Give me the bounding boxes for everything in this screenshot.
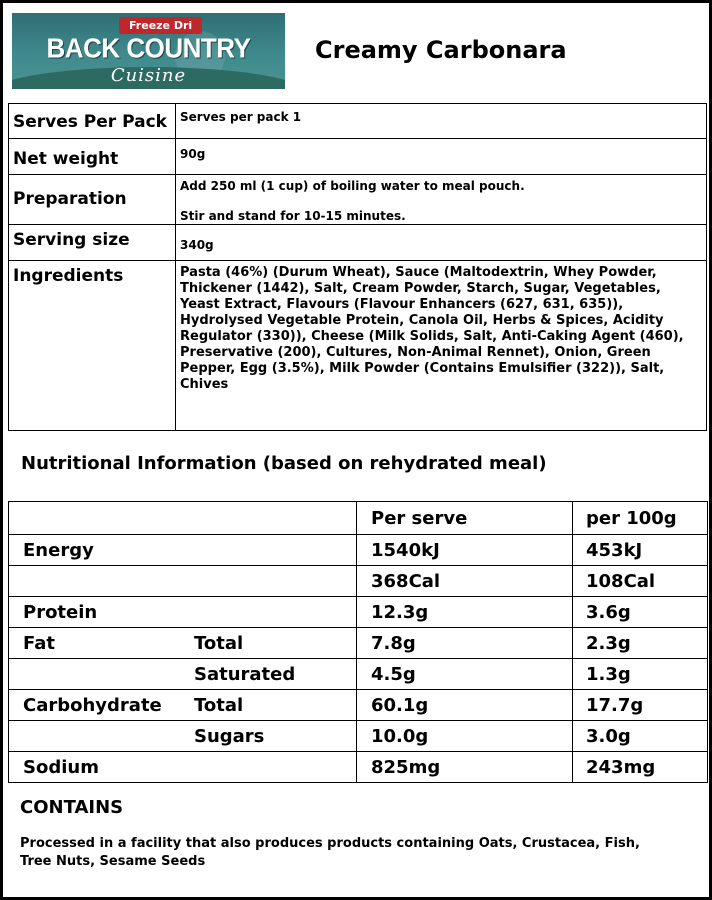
nutrient-label [9, 721, 187, 752]
nutrient-sub-label [186, 535, 357, 566]
info-row-preparation [9, 175, 707, 225]
info-row-ingredients [9, 261, 707, 431]
per-100g-header: per 100g [573, 502, 708, 535]
per-100g-value: 453kJ [573, 535, 708, 566]
serves-value: Serves per pack 1 [176, 104, 707, 139]
nutrient-sub-label [186, 597, 357, 628]
table-row [9, 690, 708, 721]
per-serve-value: 4.5g [357, 659, 573, 690]
ingredients-label: Ingredients [9, 261, 176, 431]
allergen-statement: Processed in a facility that also produces products containing Oats, Crustacea, Fish, Tree Nuts, Sesame Seeds [20, 836, 640, 869]
nutrient-sub-label: Sugars [186, 721, 357, 752]
serves-label: Serves Per Pack [9, 104, 176, 139]
table-row [9, 752, 708, 783]
contains-heading: CONTAINS [20, 797, 124, 818]
serving-size-value: 340g [176, 225, 707, 261]
net-weight-value: 90g [176, 139, 707, 175]
per-serve-header: Per serve [357, 502, 573, 535]
brand-logo [12, 13, 285, 89]
nutrient-sub-label [186, 752, 357, 783]
per-100g-value: 3.6g [573, 597, 708, 628]
logo-cuisine-text: Cuisine [110, 65, 187, 86]
table-row [9, 535, 708, 566]
per-100g-value: 243mg [573, 752, 708, 783]
nutrient-sub-label: Total [186, 628, 357, 659]
table-row [9, 721, 708, 752]
nutrient-sub-label [186, 566, 357, 597]
nutrient-sub-label: Total [186, 690, 357, 721]
preparation-line-2: Stir and stand for 10-15 minutes. [180, 209, 406, 223]
header-blank-cell [9, 502, 187, 535]
ingredients-value: Pasta (46%) (Durum Wheat), Sauce (Maltodextrin, Whey Powder, Thickener (1442), Salt, Cream Powder, Starch, Sugar, Vegetables, Yeast Extract, Flavours (Flavour Enhancers (627, 631, 635)), Hydrolysed Vegetable Protein, Canola Oil, Herbs & Spices, Acidity Regulator (330)), Cheese (Milk Solids, Salt, Anti-Caking Agent (460), Preservative (200), Cultures, Non-Animal Rennet), Onion, Green Pepper, Egg (3.5%), Milk Powder (Contains Emulsifier (322)), Salt, Chives [176, 261, 707, 431]
nutrient-label: Sodium [9, 752, 187, 783]
per-serve-value: 825mg [357, 752, 573, 783]
nutrient-label: Energy [9, 535, 187, 566]
nutrition-heading: Nutritional Information (based on rehydrated meal) [21, 453, 547, 474]
nutrient-sub-label: Saturated [186, 659, 357, 690]
logo-brand-text: BACK COUNTRY [46, 32, 251, 64]
per-100g-value: 2.3g [573, 628, 708, 659]
table-row [9, 659, 708, 690]
per-100g-value: 3.0g [573, 721, 708, 752]
nutrition-header-row [9, 502, 708, 535]
per-serve-value: 7.8g [357, 628, 573, 659]
info-row-serving-size [9, 225, 707, 261]
per-serve-value: 368Cal [357, 566, 573, 597]
nutrient-label: Fat [9, 628, 187, 659]
per-100g-value: 108Cal [573, 566, 708, 597]
nutrition-table [8, 501, 708, 783]
table-row [9, 628, 708, 659]
per-serve-value: 60.1g [357, 690, 573, 721]
info-row-net-weight [9, 139, 707, 175]
per-100g-value: 17.7g [573, 690, 708, 721]
nutrient-label: Protein [9, 597, 187, 628]
nutrient-label: Carbohydrate [9, 690, 187, 721]
preparation-label: Preparation [9, 175, 176, 225]
nutrient-label [9, 566, 187, 597]
preparation-value [176, 175, 707, 225]
product-title: Creamy Carbonara [315, 36, 567, 64]
logo-banner: Freeze Dri [119, 17, 202, 34]
per-serve-value: 10.0g [357, 721, 573, 752]
header-blank-sub-cell [186, 502, 357, 535]
product-info-table [8, 103, 707, 431]
per-100g-value: 1.3g [573, 659, 708, 690]
net-weight-label: Net weight [9, 139, 176, 175]
table-row [9, 566, 708, 597]
nutrient-label [9, 659, 187, 690]
info-row-serves [9, 104, 707, 139]
per-serve-value: 12.3g [357, 597, 573, 628]
preparation-line-1: Add 250 ml (1 cup) of boiling water to meal pouch. [180, 179, 525, 193]
table-row [9, 597, 708, 628]
serving-size-label: Serving size [9, 225, 176, 261]
per-serve-value: 1540kJ [357, 535, 573, 566]
